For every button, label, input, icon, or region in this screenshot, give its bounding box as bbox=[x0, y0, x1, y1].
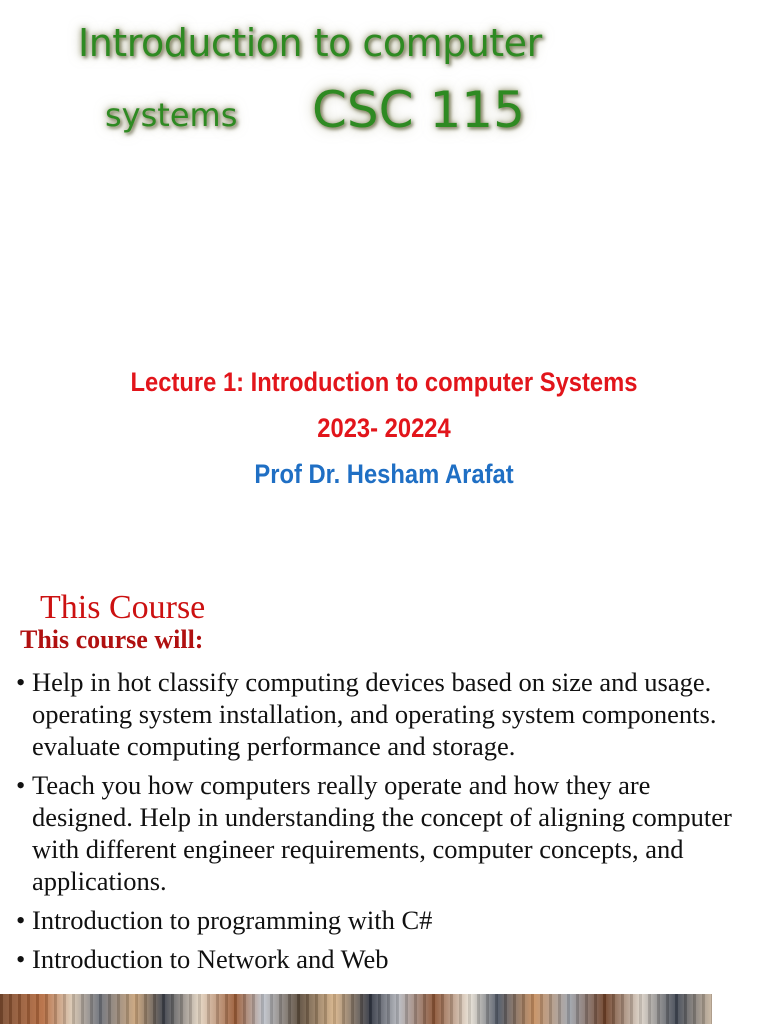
list-item bbox=[16, 943, 756, 975]
bullet-icon: • bbox=[16, 667, 26, 697]
bullet-icon: • bbox=[16, 944, 26, 974]
list-item bbox=[16, 666, 756, 762]
course-objectives-list bbox=[16, 666, 756, 982]
course-heading: This Course bbox=[40, 589, 206, 626]
list-item-text: Teach you how computers really operate and how they are designed. Help in understanding the concept of aligning computer with different engineer requirements, computer concepts, and applications. bbox=[32, 770, 732, 896]
professor-name: Prof Dr. Hesham Arafat bbox=[254, 459, 514, 489]
academic-year: 2023- 20224 bbox=[317, 413, 451, 443]
decorative-photo-strip bbox=[0, 994, 712, 1024]
list-item-text: Introduction to programming with C# bbox=[32, 905, 433, 935]
photo-strip-texture bbox=[0, 994, 712, 1024]
bullet-icon: • bbox=[16, 770, 26, 800]
course-subheading: This course will: bbox=[20, 625, 204, 654]
list-item bbox=[16, 904, 756, 936]
slide-title-line-2: systems bbox=[105, 96, 238, 134]
lecture-title: Lecture 1: Introduction to computer Systems bbox=[130, 367, 638, 397]
list-item-text: Help in hot classify computing devices based on size and usage. operating system installation, and operating system components. evaluate computing performance and storage. bbox=[32, 667, 717, 761]
slide-title-line-1: Introduction to computer bbox=[78, 21, 542, 65]
list-item-text: Introduction to Network and Web bbox=[32, 944, 389, 974]
bullet-icon: • bbox=[16, 905, 26, 935]
course-code: CSC 115 bbox=[312, 81, 525, 139]
list-item bbox=[16, 769, 756, 897]
